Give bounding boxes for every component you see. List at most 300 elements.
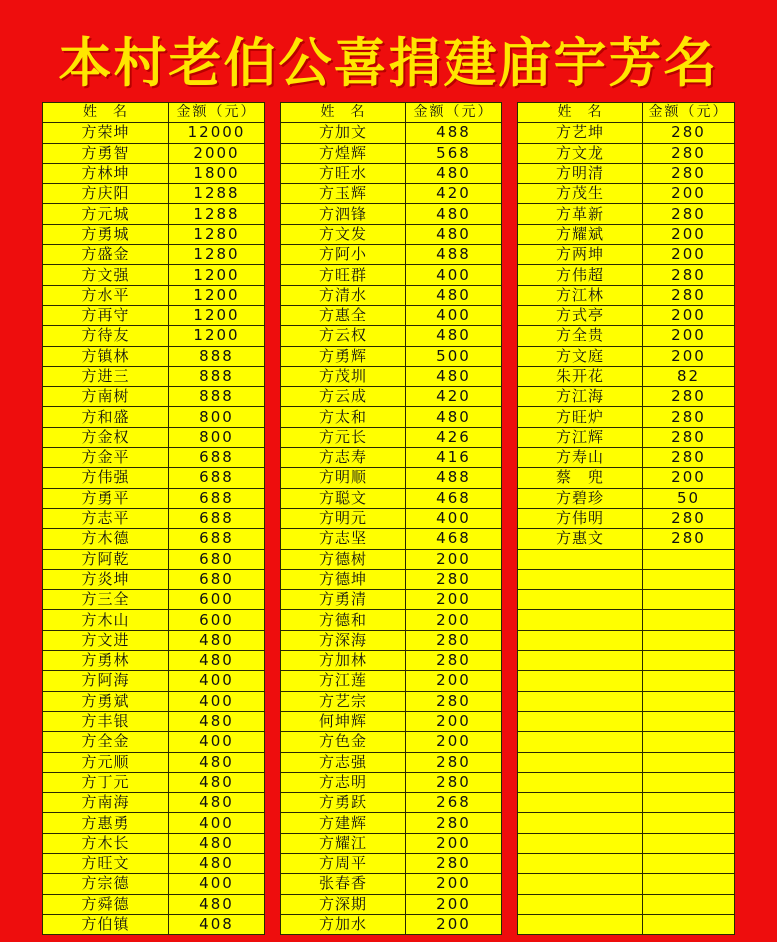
donor-name: 方耀江 <box>281 833 406 853</box>
table-row <box>518 610 735 630</box>
donation-amount <box>643 793 735 813</box>
donation-amount: 500 <box>406 346 502 366</box>
donor-name: 方勇跃 <box>281 793 406 813</box>
donation-amount: 480 <box>406 204 502 224</box>
donor-name: 方耀斌 <box>518 224 643 244</box>
table-row <box>43 448 265 468</box>
table-row <box>281 448 502 468</box>
donation-amount: 480 <box>406 224 502 244</box>
donor-name: 方元城 <box>43 204 169 224</box>
donation-amount: 200 <box>643 326 735 346</box>
donation-amount: 400 <box>406 508 502 528</box>
donation-amount: 400 <box>169 874 265 894</box>
table-row <box>281 752 502 772</box>
donation-amount: 688 <box>169 468 265 488</box>
table-row <box>43 874 265 894</box>
table-row <box>518 346 735 366</box>
table-row <box>43 407 265 427</box>
table-row <box>43 813 265 833</box>
donor-name: 方茂生 <box>518 184 643 204</box>
donation-amount: 280 <box>406 569 502 589</box>
donation-amount: 480 <box>169 752 265 772</box>
donation-amount <box>643 914 735 934</box>
table-row <box>518 285 735 305</box>
donation-amount: 480 <box>169 772 265 792</box>
donor-name <box>518 853 643 873</box>
donor-name: 方清水 <box>281 285 406 305</box>
table-row <box>281 488 502 508</box>
donor-name: 方舜德 <box>43 894 169 914</box>
donation-amount: 400 <box>169 732 265 752</box>
donor-name: 方两坤 <box>518 245 643 265</box>
table-row <box>518 894 735 914</box>
donation-amount: 400 <box>169 813 265 833</box>
table-row <box>518 630 735 650</box>
donation-amount: 200 <box>643 245 735 265</box>
table-row <box>518 245 735 265</box>
donor-name: 方聪文 <box>281 488 406 508</box>
table-row <box>518 793 735 813</box>
donor-name: 方木山 <box>43 610 169 630</box>
donor-name: 方深海 <box>281 630 406 650</box>
donation-amount: 420 <box>406 387 502 407</box>
header-row <box>43 103 265 123</box>
donor-name <box>518 651 643 671</box>
donation-amount: 280 <box>406 853 502 873</box>
table-row <box>281 732 502 752</box>
donor-name: 方伟强 <box>43 468 169 488</box>
donor-name: 方勇城 <box>43 224 169 244</box>
table-row <box>281 224 502 244</box>
table-row <box>518 326 735 346</box>
donor-name: 张春香 <box>281 874 406 894</box>
donor-name: 方德树 <box>281 549 406 569</box>
donor-name <box>518 569 643 589</box>
table-row <box>43 265 265 285</box>
donor-table-2 <box>280 102 502 935</box>
donor-name <box>518 610 643 630</box>
donor-name: 方泗锋 <box>281 204 406 224</box>
donor-name: 方碧珍 <box>518 488 643 508</box>
table-row <box>518 549 735 569</box>
donor-name: 方云权 <box>281 326 406 346</box>
table-row <box>518 468 735 488</box>
donation-amount: 50 <box>643 488 735 508</box>
donation-amount: 200 <box>406 549 502 569</box>
table-row <box>281 630 502 650</box>
table-row <box>281 468 502 488</box>
table-row <box>518 529 735 549</box>
donation-amount: 200 <box>406 610 502 630</box>
table-row <box>281 529 502 549</box>
donor-name: 方旺文 <box>43 853 169 873</box>
amount-header: 金额（元） <box>643 103 735 123</box>
amount-header: 金额（元） <box>169 103 265 123</box>
donation-amount: 280 <box>406 651 502 671</box>
donation-amount: 480 <box>169 630 265 650</box>
donor-name: 方旺水 <box>281 163 406 183</box>
donation-amount: 680 <box>169 549 265 569</box>
donor-name: 方勇清 <box>281 590 406 610</box>
donor-name: 方勇智 <box>43 143 169 163</box>
donation-amount: 200 <box>406 874 502 894</box>
donor-name: 方丁元 <box>43 772 169 792</box>
donation-amount: 280 <box>643 123 735 143</box>
table-row <box>43 590 265 610</box>
page-title: 本村老伯公喜捐建庙宇芳名 <box>58 33 719 94</box>
table-row <box>43 853 265 873</box>
donation-amount: 200 <box>406 833 502 853</box>
donation-amount: 1200 <box>169 326 265 346</box>
donor-name: 方志寿 <box>281 448 406 468</box>
table-row <box>518 752 735 772</box>
donation-amount: 480 <box>169 853 265 873</box>
donor-name: 方荣坤 <box>43 123 169 143</box>
donor-name: 方加林 <box>281 651 406 671</box>
donation-amount: 400 <box>406 305 502 325</box>
donation-amount: 468 <box>406 488 502 508</box>
donation-amount: 280 <box>406 813 502 833</box>
donor-name: 方德和 <box>281 610 406 630</box>
table-row <box>518 184 735 204</box>
table-row <box>43 610 265 630</box>
donor-name: 方寿山 <box>518 448 643 468</box>
donation-amount: 268 <box>406 793 502 813</box>
table-row <box>43 508 265 528</box>
donor-name: 方南树 <box>43 387 169 407</box>
donation-amount <box>643 833 735 853</box>
table-row <box>43 285 265 305</box>
donation-amount: 800 <box>169 407 265 427</box>
donor-name: 方志坚 <box>281 529 406 549</box>
amount-header: 金额（元） <box>406 103 502 123</box>
donor-name: 方元长 <box>281 427 406 447</box>
table-row <box>281 914 502 934</box>
table-row <box>281 346 502 366</box>
donation-amount: 400 <box>169 691 265 711</box>
table-row <box>43 732 265 752</box>
donor-name: 方和盛 <box>43 407 169 427</box>
donation-amount: 600 <box>169 610 265 630</box>
donation-amount: 400 <box>169 671 265 691</box>
donor-table-1 <box>42 102 265 935</box>
table-row <box>518 508 735 528</box>
table-row <box>43 569 265 589</box>
donor-table-3 <box>517 102 735 935</box>
table-row <box>43 163 265 183</box>
table-row <box>281 833 502 853</box>
table-row <box>43 204 265 224</box>
table-row <box>281 874 502 894</box>
table-row <box>43 143 265 163</box>
donor-name: 方江林 <box>518 285 643 305</box>
donor-name: 方云成 <box>281 387 406 407</box>
donation-amount: 1288 <box>169 184 265 204</box>
table-row <box>281 508 502 528</box>
table-row <box>281 793 502 813</box>
donor-name: 方镇林 <box>43 346 169 366</box>
table-row <box>281 813 502 833</box>
donor-name: 方全贵 <box>518 326 643 346</box>
donor-name: 方文强 <box>43 265 169 285</box>
donation-amount: 480 <box>406 407 502 427</box>
donation-amount: 400 <box>406 265 502 285</box>
donation-amount <box>643 711 735 731</box>
donor-name: 方惠全 <box>281 305 406 325</box>
donation-amount: 1200 <box>169 285 265 305</box>
table-row <box>281 427 502 447</box>
donor-name: 方深期 <box>281 894 406 914</box>
table-row <box>518 590 735 610</box>
donor-name: 方宗德 <box>43 874 169 894</box>
donation-amount: 888 <box>169 366 265 386</box>
donor-name <box>518 671 643 691</box>
donor-name: 方明清 <box>518 163 643 183</box>
donor-name: 方伟明 <box>518 508 643 528</box>
table-row <box>281 549 502 569</box>
donor-name: 方炎坤 <box>43 569 169 589</box>
donor-name: 方木德 <box>43 529 169 549</box>
donation-amount: 408 <box>169 914 265 934</box>
donor-name: 方丰银 <box>43 711 169 731</box>
donation-amount: 480 <box>406 366 502 386</box>
donor-name: 方德坤 <box>281 569 406 589</box>
table-row <box>43 346 265 366</box>
donor-name: 方茂圳 <box>281 366 406 386</box>
table-row <box>518 224 735 244</box>
table-row <box>43 427 265 447</box>
donor-name: 方水平 <box>43 285 169 305</box>
donor-name: 方阿海 <box>43 671 169 691</box>
header-row <box>518 103 735 123</box>
donation-amount: 200 <box>406 590 502 610</box>
donation-amount: 426 <box>406 427 502 447</box>
donation-amount: 200 <box>643 346 735 366</box>
donor-name <box>518 914 643 934</box>
donation-amount: 280 <box>643 529 735 549</box>
table-row <box>518 651 735 671</box>
donation-amount <box>643 772 735 792</box>
donation-amount: 200 <box>406 894 502 914</box>
table-row <box>281 184 502 204</box>
donation-amount: 280 <box>643 387 735 407</box>
donor-name: 方艺宗 <box>281 691 406 711</box>
table-row <box>43 529 265 549</box>
donation-amount: 488 <box>406 123 502 143</box>
table-row <box>281 326 502 346</box>
donor-name <box>518 752 643 772</box>
table-row <box>281 590 502 610</box>
table-row <box>518 914 735 934</box>
table-row <box>43 326 265 346</box>
donation-amount: 488 <box>406 245 502 265</box>
donation-amount: 480 <box>169 711 265 731</box>
donation-amount: 688 <box>169 488 265 508</box>
donor-name <box>518 711 643 731</box>
donor-name <box>518 874 643 894</box>
table-row <box>281 305 502 325</box>
donation-amount: 280 <box>643 163 735 183</box>
donor-name <box>518 793 643 813</box>
donation-amount: 480 <box>169 651 265 671</box>
donation-amount <box>643 813 735 833</box>
donor-name: 方阿小 <box>281 245 406 265</box>
donation-amount: 200 <box>406 732 502 752</box>
table-row <box>43 305 265 325</box>
donor-name: 方庆阳 <box>43 184 169 204</box>
table-row <box>518 163 735 183</box>
donation-amount: 680 <box>169 569 265 589</box>
donation-amount: 1280 <box>169 224 265 244</box>
donor-name <box>518 691 643 711</box>
donor-name: 方林坤 <box>43 163 169 183</box>
table-row <box>518 123 735 143</box>
table-row <box>518 305 735 325</box>
donation-amount: 480 <box>169 793 265 813</box>
donor-name: 方全金 <box>43 732 169 752</box>
table-row <box>281 387 502 407</box>
table-row <box>281 366 502 386</box>
donor-name: 方木长 <box>43 833 169 853</box>
donor-name: 方待友 <box>43 326 169 346</box>
table-row <box>43 772 265 792</box>
donor-name: 方进三 <box>43 366 169 386</box>
name-header: 姓 名 <box>43 103 169 123</box>
donation-amount: 280 <box>643 407 735 427</box>
donor-name: 方惠文 <box>518 529 643 549</box>
table-row <box>281 711 502 731</box>
name-header: 姓 名 <box>281 103 406 123</box>
donor-name: 方志强 <box>281 752 406 772</box>
table-row <box>518 366 735 386</box>
donation-amount: 200 <box>643 184 735 204</box>
donation-amount: 200 <box>406 711 502 731</box>
donation-amount: 688 <box>169 448 265 468</box>
table-row <box>43 752 265 772</box>
donation-amount <box>643 894 735 914</box>
table-row <box>281 853 502 873</box>
donation-amount: 82 <box>643 366 735 386</box>
table-row <box>281 245 502 265</box>
donation-amount: 480 <box>169 894 265 914</box>
table-row <box>518 204 735 224</box>
table-row <box>281 772 502 792</box>
table-row <box>518 488 735 508</box>
donor-name <box>518 772 643 792</box>
donation-amount: 468 <box>406 529 502 549</box>
donor-name: 方勇斌 <box>43 691 169 711</box>
table-row <box>43 793 265 813</box>
donation-amount: 280 <box>643 143 735 163</box>
donor-name <box>518 833 643 853</box>
donation-amount: 800 <box>169 427 265 447</box>
donor-name: 方江莲 <box>281 671 406 691</box>
table-row <box>518 407 735 427</box>
donation-amount: 200 <box>643 224 735 244</box>
donation-amount: 888 <box>169 387 265 407</box>
donor-name <box>518 590 643 610</box>
table-row <box>518 833 735 853</box>
donor-name: 方江海 <box>518 387 643 407</box>
table-row <box>518 874 735 894</box>
donation-amount <box>643 590 735 610</box>
donation-amount: 280 <box>406 772 502 792</box>
table-row <box>518 427 735 447</box>
table-row <box>518 671 735 691</box>
table-row <box>518 387 735 407</box>
table-row <box>518 265 735 285</box>
donation-amount: 568 <box>406 143 502 163</box>
donor-name: 方阿乾 <box>43 549 169 569</box>
donation-amount: 200 <box>406 914 502 934</box>
donor-name: 方加水 <box>281 914 406 934</box>
donation-amount <box>643 853 735 873</box>
donor-name: 方勇辉 <box>281 346 406 366</box>
table-row <box>43 387 265 407</box>
donor-name: 方再守 <box>43 305 169 325</box>
donation-amount <box>643 691 735 711</box>
table-row <box>43 914 265 934</box>
table-row <box>281 610 502 630</box>
table-row <box>43 224 265 244</box>
donor-name: 方金权 <box>43 427 169 447</box>
donor-name: 方旺群 <box>281 265 406 285</box>
donor-name: 方式亭 <box>518 305 643 325</box>
table-row <box>518 853 735 873</box>
table-row <box>281 569 502 589</box>
table-row <box>43 894 265 914</box>
donation-amount: 488 <box>406 468 502 488</box>
donor-name: 方文发 <box>281 224 406 244</box>
table-row <box>281 123 502 143</box>
donation-amount: 420 <box>406 184 502 204</box>
table-row <box>518 143 735 163</box>
table-row <box>43 549 265 569</box>
donor-name: 方三全 <box>43 590 169 610</box>
donation-amount: 280 <box>643 265 735 285</box>
donor-name <box>518 630 643 650</box>
donor-name: 方加文 <box>281 123 406 143</box>
donor-name: 方元顺 <box>43 752 169 772</box>
donation-amount: 200 <box>643 468 735 488</box>
donation-amount: 416 <box>406 448 502 468</box>
donation-amount: 1200 <box>169 265 265 285</box>
donor-name: 方艺坤 <box>518 123 643 143</box>
donation-amount: 280 <box>406 752 502 772</box>
donation-amount: 280 <box>643 448 735 468</box>
donor-name: 方太和 <box>281 407 406 427</box>
table-row <box>43 245 265 265</box>
donor-name: 方明元 <box>281 508 406 528</box>
donor-name: 方煌辉 <box>281 143 406 163</box>
table-row <box>281 265 502 285</box>
donor-name: 方志明 <box>281 772 406 792</box>
donation-amount: 480 <box>406 163 502 183</box>
table-row <box>518 691 735 711</box>
donation-amount <box>643 610 735 630</box>
table-row <box>518 569 735 589</box>
donation-amount: 888 <box>169 346 265 366</box>
table-row <box>43 123 265 143</box>
donation-amount: 280 <box>643 285 735 305</box>
table-row <box>43 488 265 508</box>
table-row <box>281 671 502 691</box>
table-row <box>518 772 735 792</box>
donor-name <box>518 894 643 914</box>
donor-name: 方伯镇 <box>43 914 169 934</box>
donation-amount: 600 <box>169 590 265 610</box>
table-row <box>43 184 265 204</box>
